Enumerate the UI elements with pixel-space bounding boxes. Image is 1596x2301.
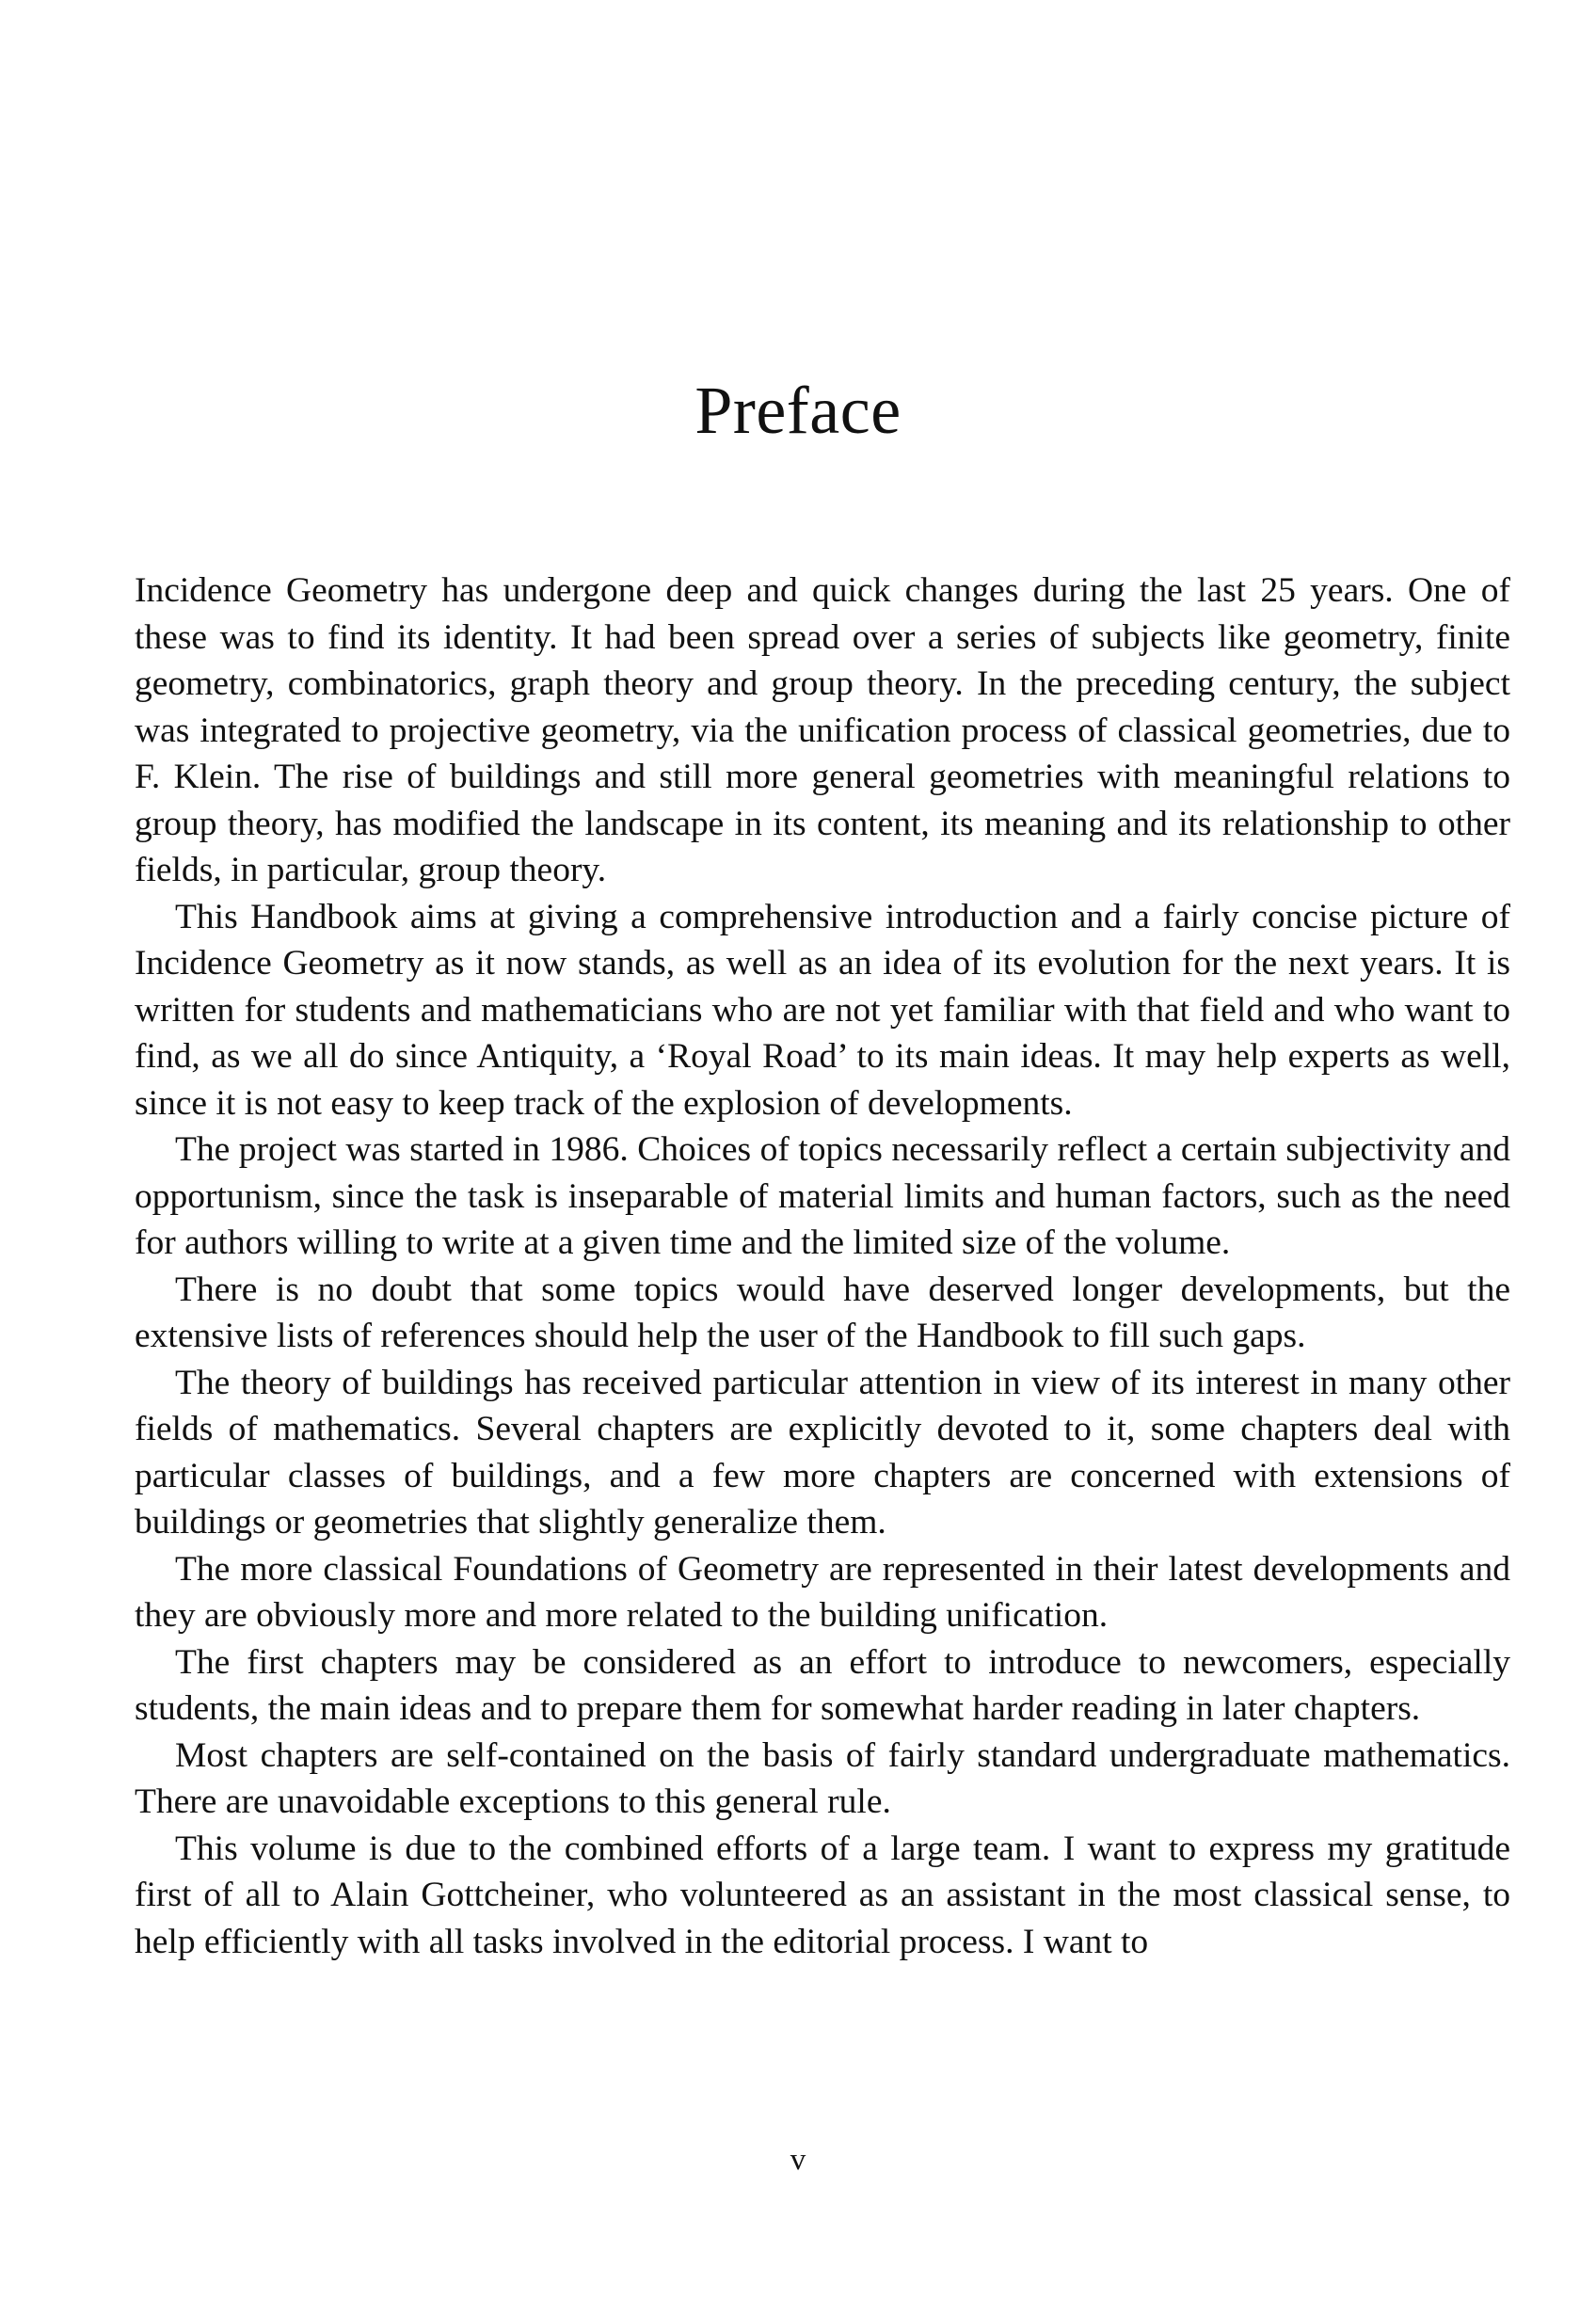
paragraph-6: The more classical Foundations of Geometry are represented in their latest developments and they are obviously more and more related to the building unification.	[135, 1549, 1510, 1635]
page-number: v	[790, 2143, 806, 2177]
paragraph-3: The project was started in 1986. Choices of topics necessarily reflect a certain subjectivity and opportunism, since the task is inseparable of material limits and human factors, such as the need for authors willing to write at a given time and the limited size of the volume.	[135, 1130, 1510, 1262]
paragraph-5: The theory of buildings has received particular attention in view of its interest in many other fields of mathematics. Several chapters are explicitly devoted to it, some chapters deal with particular classes of buildings, and a few more chapters are concerned with extensions of buildings or geometries that slightly generalize them.	[135, 1363, 1510, 1542]
paragraph-1: Incidence Geometry has undergone deep and quick changes during the last 25 years. One of these was to find its identity. It had been spread over a series of subjects like geometry, finite geometry, combinatorics, graph theory and group theory. In the preceding century, the subject was integrated to projective geometry, via the unification process of classical geometries, due to F. Klein. The rise of buildings and still more general geometries with meaningful relations to group theory, has modified the landscape in its content, its meaning and its relationship to other fields, in particular, group theory.	[135, 571, 1510, 889]
paragraph-8: Most chapters are self-contained on the basis of fairly standard undergraduate mathematics. There are unavoidable exceptions to this general rule.	[135, 1735, 1510, 1821]
body-text	[135, 567, 1510, 1965]
paragraph-9: This volume is due to the combined efforts of a large team. I want to express my gratitude first of all to Alain Gottcheiner, who volunteered as an assistant in the most classical sense, to help efficiently with all tasks involved in the editorial process. I want to	[135, 1829, 1510, 1961]
page-title: Preface	[694, 373, 902, 448]
paragraph-2: This Handbook aims at giving a comprehensive introduction and a fairly concise picture of Incidence Geometry as it now stands, as well as an idea of its evolution for the next years. It is written for students and mathematicians who are not yet familiar with that field and who want to find, as we all do since Antiquity, a ‘Royal Road’ to its main ideas. It may help experts as well, since it is not easy to keep track of the explosion of developments.	[135, 897, 1510, 1123]
paragraph-4: There is no doubt that some topics would have deserved longer developments, but the extensive lists of references should help the user of the Handbook to fill such gaps.	[135, 1270, 1510, 1355]
paragraph-7: The first chapters may be considered as an effort to introduce to newcomers, especially students, the main ideas and to prepare them for somewhat harder reading in later chapters.	[135, 1642, 1510, 1728]
